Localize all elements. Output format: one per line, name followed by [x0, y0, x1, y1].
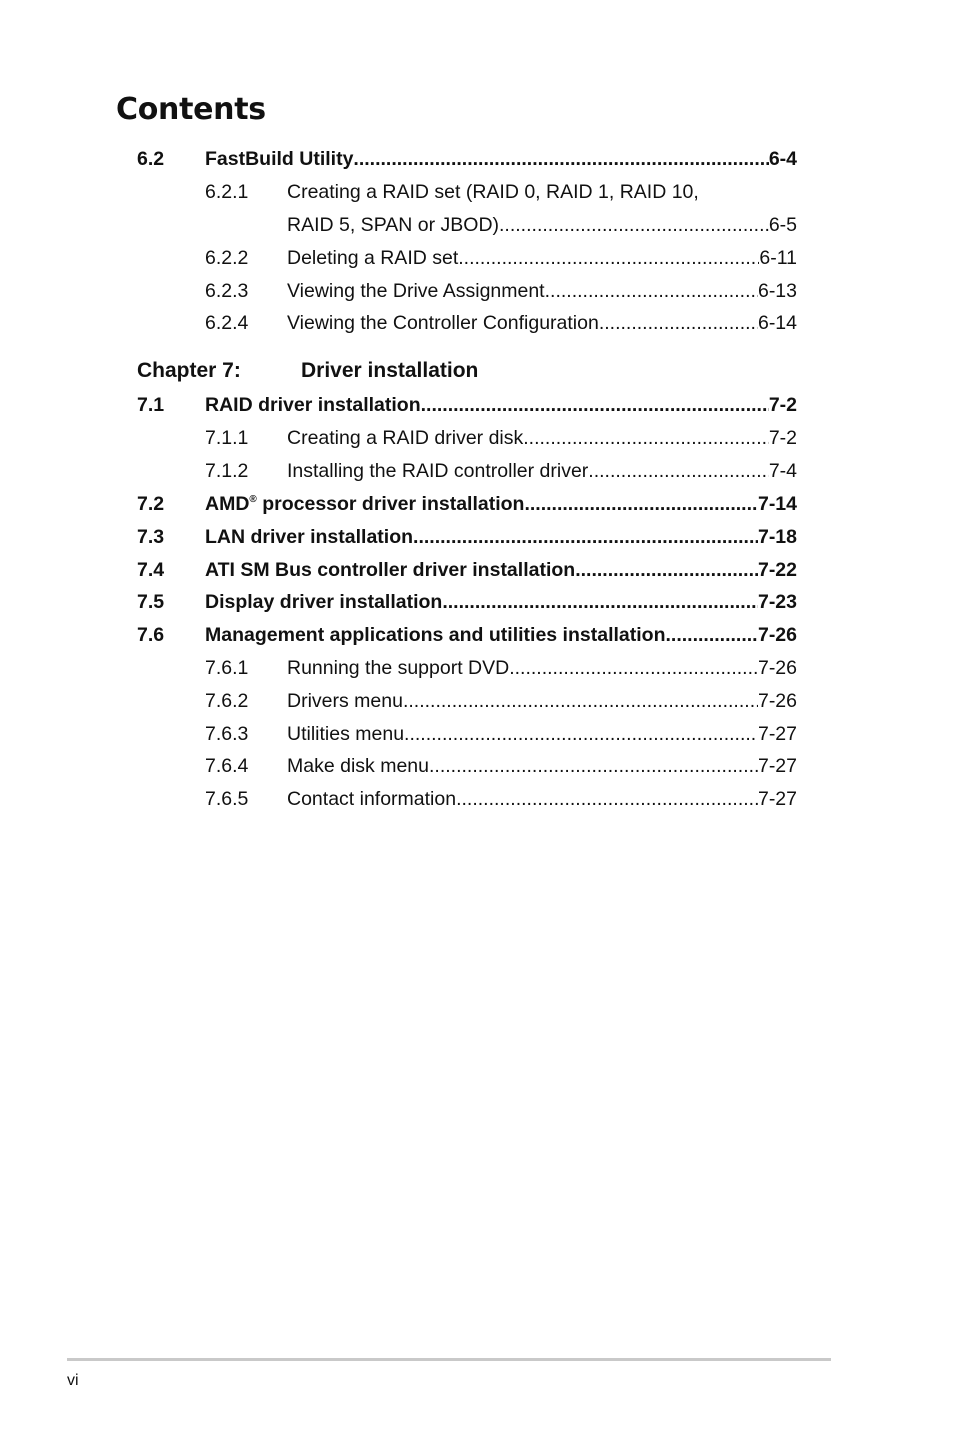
toc-page-number: 7-27	[757, 788, 797, 810]
toc-entry-text	[287, 753, 797, 779]
toc-number: 7.5	[137, 591, 165, 613]
chapter-number: Chapter 7:	[137, 359, 241, 382]
toc-entry-text	[205, 589, 797, 615]
toc-number: 6.2.1	[205, 181, 249, 203]
toc-entry-7-1-1[interactable]	[0, 425, 954, 451]
toc-leader	[523, 425, 769, 451]
toc-page-number: 7-4	[768, 460, 797, 482]
toc-entry-6-2-4[interactable]	[0, 310, 954, 336]
toc-number: 7.3	[137, 526, 165, 548]
toc-page-number: 7-14	[757, 493, 797, 515]
toc-entry-text	[287, 310, 797, 336]
toc-label: Viewing the Drive Assignment	[287, 280, 545, 302]
toc-page-number: 6-13	[757, 280, 797, 302]
toc-label: Viewing the Controller Configuration	[287, 312, 599, 334]
toc-number: 7.1.2	[205, 460, 249, 482]
toc-leader	[458, 245, 759, 271]
toc-leader	[413, 524, 758, 550]
toc-page-number: 7-2	[768, 394, 797, 416]
toc-label: Display driver installation	[205, 591, 443, 613]
toc-leader	[421, 392, 769, 418]
toc-label: Creating a RAID driver disk	[287, 427, 524, 449]
toc-page-number: 7-27	[757, 723, 797, 745]
toc-entry-7-1-2[interactable]	[0, 458, 954, 484]
toc-entry-text	[287, 212, 797, 238]
toc-page-number: 7-2	[768, 427, 797, 449]
toc-entry-7-6-3[interactable]	[0, 721, 954, 747]
toc-page-number: 7-27	[757, 755, 797, 777]
toc-page-number: 7-18	[757, 526, 797, 548]
toc-label-rest: processor driver installation	[256, 493, 525, 515]
toc-entry-text	[205, 557, 797, 583]
toc-entry-text	[287, 721, 797, 747]
toc-entry-7-4[interactable]	[0, 557, 954, 583]
toc-page-number: 7-22	[757, 559, 797, 581]
toc-page-number: 7-26	[757, 624, 797, 646]
toc-number: 7.4	[137, 559, 165, 581]
toc-label: ATI SM Bus controller driver installation	[205, 559, 576, 581]
toc-entry-text	[287, 245, 797, 271]
toc-entry-text	[287, 655, 797, 681]
toc-leader	[666, 622, 758, 648]
toc-entry-text	[287, 786, 797, 812]
chapter-title: Driver installation	[301, 359, 479, 382]
toc-leader	[403, 688, 758, 714]
toc-leader	[588, 458, 769, 484]
toc-label: Utilities menu	[287, 723, 405, 745]
registered-mark: ®	[249, 494, 257, 505]
toc-entry-text	[205, 622, 797, 648]
toc-leader	[575, 557, 758, 583]
toc-label: FastBuild Utility	[205, 148, 354, 170]
toc-number: 7.6.3	[205, 723, 249, 745]
toc-entry-7-3[interactable]	[0, 524, 954, 550]
toc-label: LAN driver installation	[205, 526, 414, 548]
footer-page-number: vi	[67, 1372, 79, 1389]
toc-number: 7.1.1	[205, 427, 249, 449]
toc-entry-7-6[interactable]	[0, 622, 954, 648]
toc-label: Contact information	[287, 788, 457, 810]
toc-label: RAID driver installation	[205, 394, 421, 416]
footer-divider	[67, 1358, 831, 1361]
toc-label	[205, 491, 524, 517]
toc-entry-7-6-5[interactable]	[0, 786, 954, 812]
toc-leader	[499, 212, 769, 238]
toc-entry-text	[205, 491, 797, 517]
toc-number: 7.6	[137, 624, 165, 646]
toc-entry-6-2-2[interactable]	[0, 245, 954, 271]
toc-entry-7-6-2[interactable]	[0, 688, 954, 714]
toc-entry-text	[287, 688, 797, 714]
page-title: Contents	[116, 92, 266, 127]
toc-leader	[442, 589, 758, 615]
toc-leader	[429, 753, 758, 779]
toc-leader	[456, 786, 758, 812]
toc-number: 6.2.4	[205, 312, 249, 334]
toc-label: Management applications and utilities installation	[205, 624, 666, 646]
toc-number: 7.1	[137, 394, 165, 416]
toc-label: Make disk menu	[287, 755, 429, 777]
toc-entry-6-2-3[interactable]	[0, 278, 954, 304]
toc-page-number: 7-26	[757, 657, 797, 679]
toc-label: Drivers menu	[287, 690, 403, 712]
toc-entry-text	[287, 458, 797, 484]
toc-entry-6-2-1-cont[interactable]	[0, 212, 954, 238]
toc-leader	[509, 655, 758, 681]
toc-label: Installing the RAID controller driver	[287, 460, 589, 482]
toc-number: 7.6.1	[205, 657, 249, 679]
toc-number: 6.2.2	[205, 247, 249, 269]
toc-entry-text	[205, 392, 797, 418]
toc-page-number: 7-26	[757, 690, 797, 712]
toc-leader	[524, 491, 758, 517]
toc-label: Running the support DVD	[287, 657, 510, 679]
toc-entry-7-2[interactable]	[0, 491, 954, 517]
toc-number: 6.2	[137, 148, 165, 170]
toc-number: 7.6.4	[205, 755, 249, 777]
toc-page-number: 7-23	[757, 591, 797, 613]
toc-entry-7-6-1[interactable]	[0, 655, 954, 681]
toc-label: Creating a RAID set (RAID 0, RAID 1, RAID 10,	[287, 181, 699, 203]
toc-entry-text	[287, 425, 797, 451]
toc-entry-6-2[interactable]	[0, 146, 954, 172]
toc-entry-6-2-1[interactable]	[0, 179, 954, 205]
toc-label: Deleting a RAID set	[287, 247, 459, 269]
toc-number: 7.6.5	[205, 788, 249, 810]
toc-number: 7.2	[137, 493, 165, 515]
toc-leader	[404, 721, 758, 747]
toc-leader	[599, 310, 758, 336]
toc-entry-text	[205, 524, 797, 550]
toc-page-number: 6-11	[759, 247, 797, 269]
toc-page-number: 6-4	[768, 148, 797, 170]
toc-page-number: 6-5	[768, 214, 797, 236]
toc-number: 6.2.3	[205, 280, 249, 302]
chapter-heading[interactable]	[0, 357, 954, 385]
toc-entry-7-1[interactable]	[0, 392, 954, 418]
toc-entry-text	[287, 179, 699, 205]
toc-label-brand: AMD	[205, 493, 250, 515]
toc-page-number: 6-14	[757, 312, 797, 334]
toc-number: 7.6.2	[205, 690, 249, 712]
toc-entry-7-6-4[interactable]	[0, 753, 954, 779]
toc-leader	[353, 146, 768, 172]
toc-entry-text	[287, 278, 797, 304]
toc-label-cont: RAID 5, SPAN or JBOD)	[287, 214, 500, 236]
toc-leader	[545, 278, 758, 304]
toc-entry-7-5[interactable]	[0, 589, 954, 615]
toc-entry-text	[205, 146, 797, 172]
